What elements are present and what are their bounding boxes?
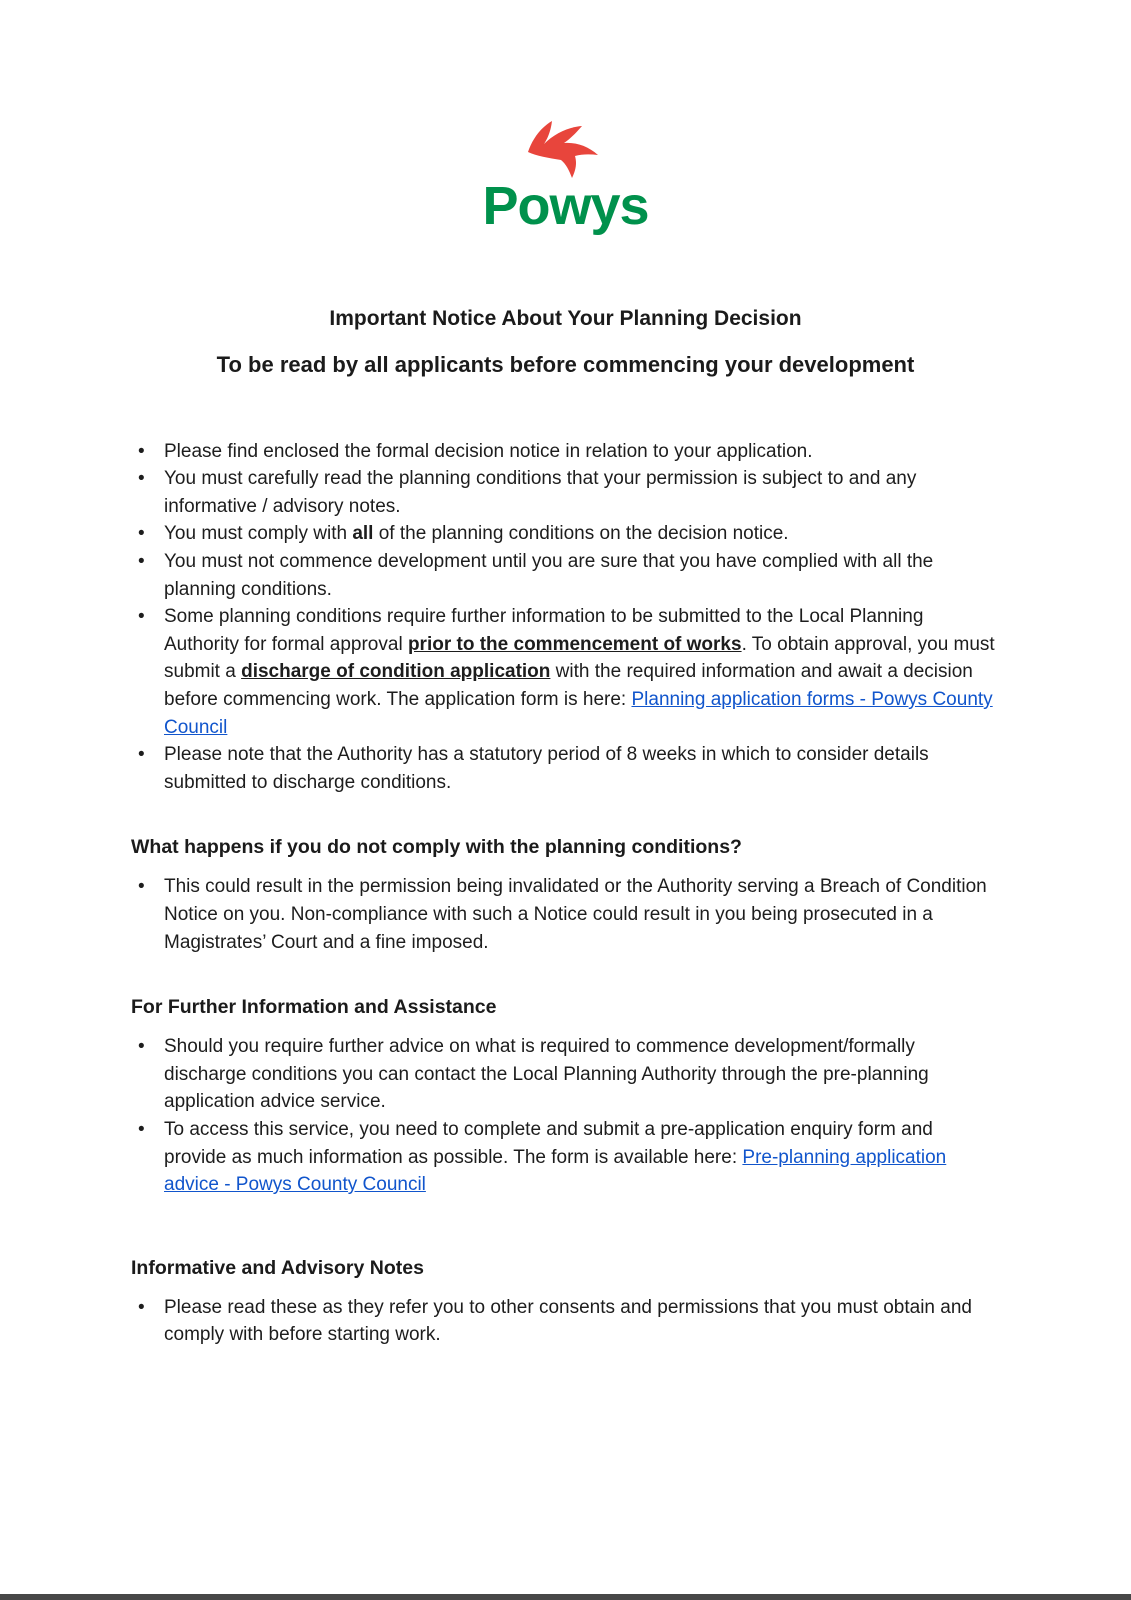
list-item: • Please note that the Authority has a statutory period of 8 weeks in which to consider details submitted to discharge conditions. — [131, 741, 1000, 796]
section-heading-non-compliance: What happens if you do not comply with the planning conditions? — [131, 836, 742, 859]
red-kite-icon — [518, 118, 614, 182]
list-item: • This could result in the permission being invalidated or the Authority serving a Breach of Condition Notice on you. Non-compliance with such a Notice could result in you being prosecuted in a Magistrates’ Court and a fine imposed. — [131, 873, 1000, 956]
section-heading-further-information: For Further Information and Assistance — [131, 996, 497, 1019]
section-heading-informative-notes: Informative and Advisory Notes — [131, 1256, 424, 1279]
list-item: • Should you require further advice on what is required to commence development/formally discharge conditions you can contact the Local Planning Authority through the pre-planning application advice service. — [131, 1033, 1000, 1116]
list-item — [131, 1116, 1000, 1199]
text-segment: You must comply with — [164, 523, 353, 545]
informative-notes-bullet-list — [131, 1294, 1000, 1349]
text-segment: with the required information and await a decision before commencing work. The application form is here: — [164, 661, 973, 711]
list-item: • You must carefully read the planning conditions that your permission is subject to and any informative / advisory notes. — [131, 465, 1000, 520]
text-segment-bold-underline: discharge of condition application — [241, 661, 551, 683]
list-item: • You must not commence development until you are sure that you have complied with all the planning conditions. — [131, 548, 1000, 603]
text-segment: . To obtain approval, you must submit a — [164, 633, 995, 683]
page-bottom-edge — [0, 1594, 1131, 1600]
pre-planning-advice-link[interactable]: Pre-planning application advice - Powys County Council — [164, 1146, 947, 1196]
list-item: • Please find enclosed the formal decision notice in relation to your application. — [131, 438, 1000, 466]
list-item: • Please read these as they refer you to other consents and permissions that you must obtain and comply with before starting work. — [131, 1294, 1000, 1349]
text-segment-bold-underline: prior to the commencement of works — [407, 633, 742, 655]
logo-text: Powys — [482, 176, 649, 236]
list-item — [131, 520, 1000, 548]
non-compliance-bullet-list — [131, 873, 1000, 956]
powys-logo — [131, 0, 1000, 235]
text-segment: To access this service, you need to complete and submit a pre-application enquiry form and provide as much information as possible. The form is available here: — [164, 1118, 933, 1168]
text-segment-bold: all — [352, 523, 374, 545]
text-segment: Some planning conditions require further information to be submitted to the Local Planning Authority for formal approval — [164, 606, 924, 655]
page-subtitle: To be read by all applicants before commencing your development — [216, 351, 915, 377]
page-title: Important Notice About Your Planning Decision — [329, 306, 802, 330]
intro-bullet-list — [131, 438, 1000, 797]
list-item — [131, 603, 1000, 741]
planning-application-forms-link[interactable]: Planning application forms - Powys County Council — [164, 689, 993, 738]
further-information-bullet-list — [131, 1033, 1000, 1199]
text-segment: of the planning conditions on the decision notice. — [373, 523, 789, 545]
